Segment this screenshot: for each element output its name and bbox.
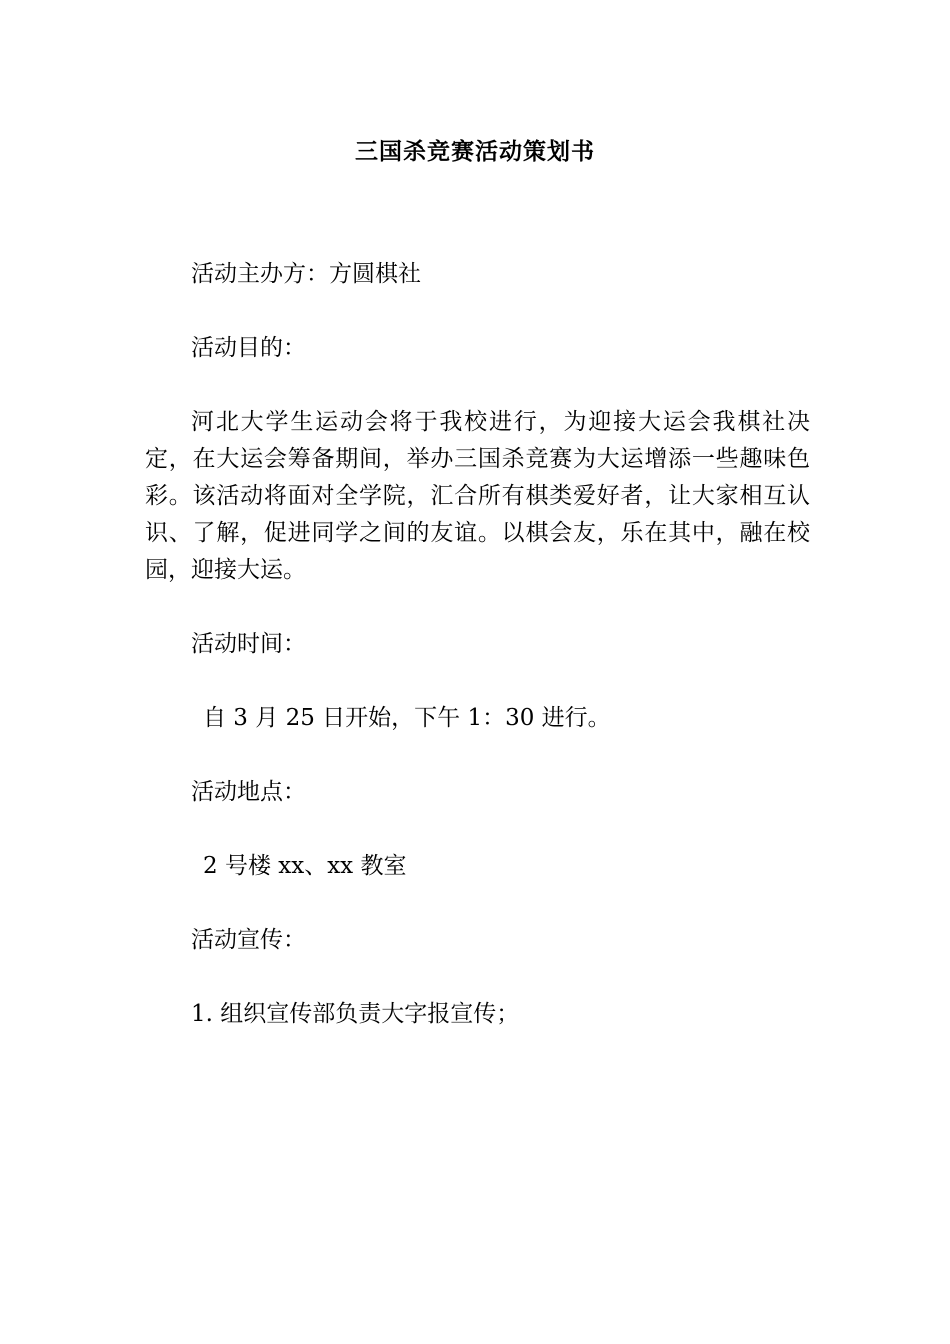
publicity-item-1: 1. 组织宣传部负责大字报宣传； xyxy=(191,1001,520,1027)
document-title: 三国杀竞赛活动策划书 xyxy=(355,138,595,165)
time-paragraph: 自 3 月 25 日开始，下午 1：30 进行。 xyxy=(203,705,611,731)
publicity-heading: 活动宣传： xyxy=(191,927,306,953)
time-heading: 活动时间： xyxy=(191,631,306,657)
purpose-heading: 活动目的： xyxy=(191,335,306,361)
document-body xyxy=(145,256,810,1070)
organizer-paragraph: 活动主办方：方圆棋社 xyxy=(191,261,421,287)
location-heading: 活动地点： xyxy=(191,779,306,805)
location-paragraph: 2 号楼 xx、xx 教室 xyxy=(203,853,407,879)
purpose-paragraph: 河北大学生运动会将于我校进行，为迎接大运会我棋社决定，在大运会筹备期间，举办三国杀竞赛为大运增添一些趣味色彩。该活动将面对全学院，汇合所有棋类爱好者，让大家相互认识、了解，促进同学之间的友谊。以棋会友，乐在其中，融在校园，迎接大运。 xyxy=(145,409,810,583)
